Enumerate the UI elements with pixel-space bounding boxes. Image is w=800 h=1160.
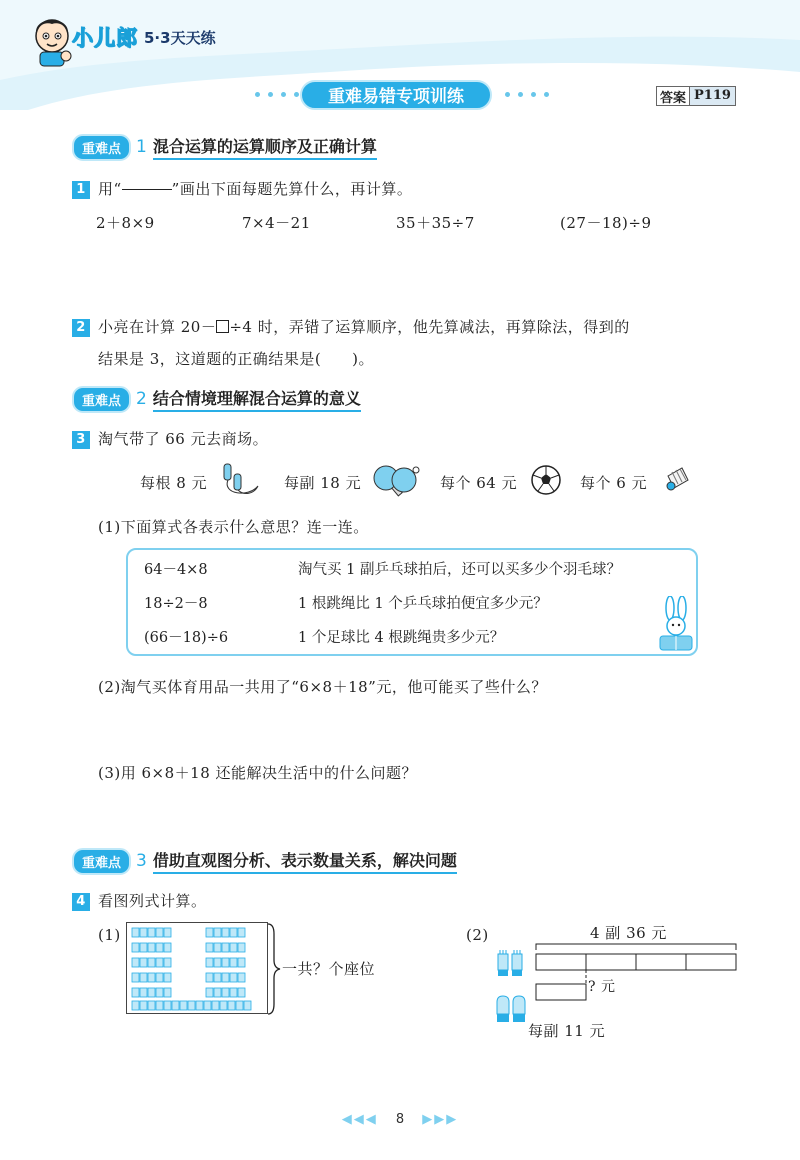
title-dots-right xyxy=(505,92,549,97)
shuttlecock-icon xyxy=(664,466,692,492)
q4-part1-label: (1) xyxy=(98,926,121,944)
q1-expr-2: 7×4－21 xyxy=(242,214,311,232)
question-2-line-2: 结果是 3，这道题的正确结果是( )。 xyxy=(98,350,375,368)
q4-intro: 看图列式计算。 xyxy=(98,892,207,910)
match-left-2[interactable]: 18÷2－8 xyxy=(144,596,208,612)
brand-name: 小儿郎 xyxy=(72,26,138,50)
price-shuttlecock: 每个 6 元 xyxy=(580,474,648,492)
page-number: 8 xyxy=(395,1112,405,1127)
footer-left-arrows: ◀◀◀ xyxy=(341,1112,378,1127)
section-header-1 xyxy=(72,134,377,160)
question-amount: ? 元 xyxy=(588,979,616,995)
section-tag: 重难点 xyxy=(72,386,131,413)
match-right-1[interactable]: 淘气买 1 副乒乓球拍后，还可以买多少个羽毛球？ xyxy=(298,562,621,578)
q3-intro: 淘气带了 66 元去商场。 xyxy=(98,430,269,448)
matching-box xyxy=(126,548,698,656)
answer-reference xyxy=(656,86,736,106)
q3-sub-1: (1)下面算式各表示什么意思？连一连。 xyxy=(98,518,369,536)
q3-sub-2: (2)淘气买体育用品一共用了“6×8＋18”元，他可能买了些什么？ xyxy=(98,678,547,696)
section-header-3 xyxy=(72,848,457,874)
mittens-icon xyxy=(494,994,530,1026)
underline-blank xyxy=(122,189,172,190)
section-tag: 重难点 xyxy=(72,848,131,875)
brace-label: 一共？个座位 xyxy=(282,960,376,978)
match-left-1[interactable]: 64－4×8 xyxy=(144,562,208,578)
right-brace xyxy=(266,922,282,1016)
answer-label: 答案 xyxy=(660,90,687,106)
q1-expr-3: 35＋35÷7 xyxy=(396,214,475,232)
footer-right-arrows: ▶▶▶ xyxy=(422,1112,459,1127)
match-right-2[interactable]: 1 根跳绳比 1 个乒乓球拍便宜多少元？ xyxy=(298,596,548,612)
question-number: 1 xyxy=(72,181,90,199)
question-number: 2 xyxy=(72,319,90,337)
each-price-label: 每副 11 元 xyxy=(528,1022,606,1040)
q1-text-after: ”画出下面每题先算什么，再计算。 xyxy=(171,180,413,198)
section-title: 借助直观图分析、表示数量关系，解决问题 xyxy=(153,848,457,874)
title-dots-left xyxy=(255,92,299,97)
section-number: 1 xyxy=(136,137,147,157)
q2-text-a: 小亮在计算 20－ xyxy=(98,318,217,336)
question-number: 4 xyxy=(72,893,90,911)
price-football: 每个 64 元 xyxy=(440,474,518,492)
square-blank xyxy=(216,320,229,333)
ping-pong-paddle-icon xyxy=(370,462,422,498)
brand xyxy=(72,22,216,52)
match-left-3[interactable]: (66－18)÷6 xyxy=(144,630,229,646)
page-title: 重难易错专项训练 xyxy=(300,80,492,110)
q1-expr-1: 2＋8×9 xyxy=(96,214,155,232)
section-title: 结合情境理解混合运算的意义 xyxy=(153,386,361,412)
question-2-line-1 xyxy=(72,316,630,337)
q3-sub-3: (3)用 6×8＋18 还能解决生活中的什么问题？ xyxy=(98,764,418,782)
q1-text-before: 用“ xyxy=(98,180,122,198)
price-jump-rope: 每根 8 元 xyxy=(140,474,208,492)
q4-part2-label: (2) xyxy=(466,926,489,944)
question-4 xyxy=(72,890,207,911)
football-icon xyxy=(530,464,562,496)
question-3 xyxy=(72,428,268,449)
bar-diagram xyxy=(532,938,742,1008)
q1-expr-4: (27－18)÷9 xyxy=(560,214,652,232)
section-tag: 重难点 xyxy=(72,134,131,161)
q2-text-b: ÷4 时，弄错了运算顺序，他先算减法，再算除法，得到的 xyxy=(229,318,630,336)
jump-rope-icon xyxy=(218,460,262,498)
price-paddle: 每副 18 元 xyxy=(284,474,362,492)
section-title: 混合运算的运算顺序及正确计算 xyxy=(153,134,377,160)
total-label: 4 副 36 元 xyxy=(590,924,667,942)
question-number: 3 xyxy=(72,431,90,449)
section-number: 2 xyxy=(136,389,147,409)
match-right-3[interactable]: 1 个足球比 4 根跳绳贵多少元？ xyxy=(298,630,505,646)
section-number: 3 xyxy=(136,851,147,871)
section-header-2 xyxy=(72,386,361,412)
seat-grid xyxy=(130,926,266,1012)
answer-page: P119 xyxy=(689,87,735,105)
page-footer xyxy=(0,1112,800,1127)
question-1 xyxy=(72,178,412,199)
series-name: 5·3天天练 xyxy=(144,28,216,47)
boy-mascot-icon xyxy=(28,12,76,68)
gloves-icon xyxy=(494,948,530,978)
rabbit-reading-icon xyxy=(654,596,700,656)
